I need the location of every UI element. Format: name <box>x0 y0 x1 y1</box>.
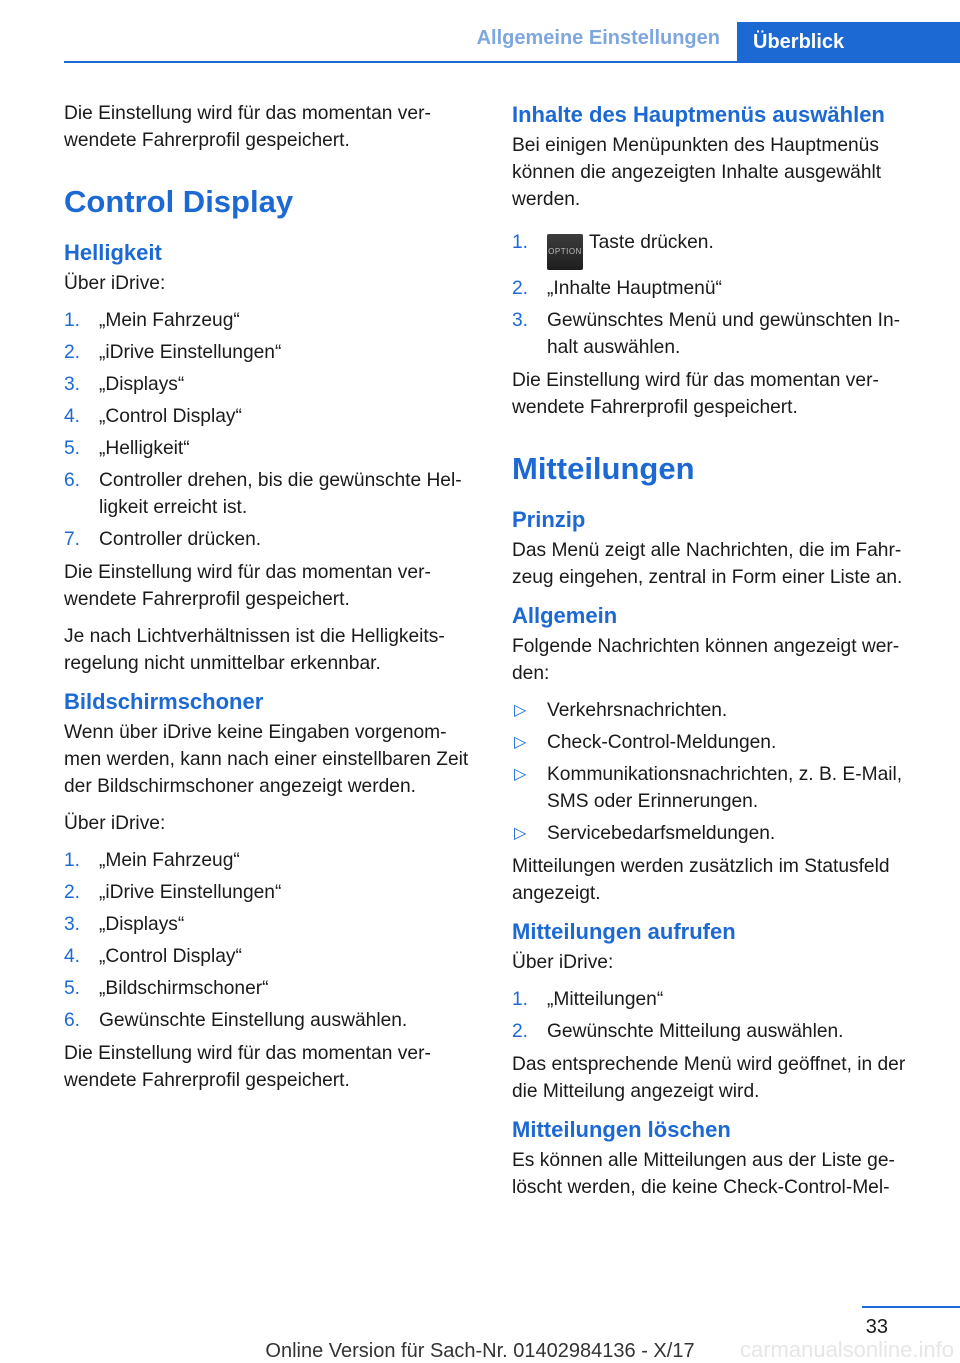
step-text: „Mein Fahrzeug“ <box>99 850 240 871</box>
left-column <box>64 100 484 1104</box>
step-text: „Displays“ <box>99 914 185 935</box>
list-item <box>64 467 484 521</box>
step-text: „iDrive Einstellungen“ <box>99 342 282 363</box>
page-number: 33 <box>865 1316 888 1338</box>
watermark: carmanualsonline.info <box>739 1337 954 1362</box>
step-number: 2. <box>64 342 81 363</box>
list-item <box>512 820 928 847</box>
step-number: 4. <box>64 946 81 967</box>
schoner-description: Wenn über iDrive keine Eingaben vorgenom‐ men werden, kann nach einer einstellbaren Zeit der Bildschirmschoner angezeigt werden. <box>64 722 469 797</box>
list-item <box>64 975 484 1002</box>
aufrufen-note: Das entsprechende Menü wird geöffnet, in der die Mitteilung angezeigt wird. <box>512 1054 906 1102</box>
step-number: 1. <box>512 232 529 253</box>
step-number: 2. <box>512 1021 529 1042</box>
step-number: 1. <box>512 989 529 1010</box>
step-text: „Bildschirmschoner“ <box>99 978 269 999</box>
aufrufen-steps <box>512 986 928 1045</box>
step-number: 6. <box>64 1010 81 1031</box>
step-text: „Control Display“ <box>99 406 242 427</box>
helligkeit-note-1: Die Einstellung wird für das momentan ver‐ wendete Fahrerprofil gespeichert. <box>64 562 431 610</box>
footer-online-version: Online Version für Sach-Nr. 01402984136 - X/17 <box>265 1340 695 1362</box>
schoner-note: Die Einstellung wird für das momentan ver‐ wendete Fahrerprofil gespeichert. <box>64 1043 431 1091</box>
list-item <box>64 1007 484 1034</box>
header-tab: Überblick <box>737 22 960 62</box>
allgemein-note: Mitteilungen werden zusätzlich im Statusfeld angezeigt. <box>512 856 890 904</box>
inhalte-description: Bei einigen Menüpunkten des Hauptmenüs können die angezeigten Inhalte ausgewählt werden. <box>512 135 882 210</box>
list-item <box>64 403 484 430</box>
step-number: 1. <box>64 310 81 331</box>
step-number: 2. <box>512 278 529 299</box>
list-item <box>64 435 484 462</box>
allgemein-description: Folgende Nachrichten können angezeigt wer‐ den: <box>512 636 900 684</box>
list-item <box>64 943 484 970</box>
heading-bildschirmschoner: Bildschirmschoner <box>64 689 264 714</box>
list-item <box>64 371 484 398</box>
list-item <box>512 986 928 1013</box>
schoner-steps <box>64 847 484 1034</box>
heading-mitteilungen-loeschen: Mitteilungen löschen <box>512 1117 731 1142</box>
inhalte-steps <box>512 229 928 361</box>
helligkeit-note-2: Je nach Lichtverhältnissen ist die Helligkeits‐ regelung nicht unmittelbar erkennbar. <box>64 626 445 674</box>
inhalte-note: Die Einstellung wird für das momentan ver‐ wendete Fahrerprofil gespeichert. <box>512 370 879 418</box>
bullet-text: Verkehrsnachrichten. <box>547 700 728 721</box>
step-number: 5. <box>64 438 81 459</box>
list-item <box>64 526 484 553</box>
step-text: Gewünschte Einstellung auswählen. <box>99 1010 408 1031</box>
option-button-icon: OPTION <box>547 234 583 270</box>
step-number: 4. <box>64 406 81 427</box>
list-item <box>64 847 484 874</box>
list-item <box>64 339 484 366</box>
list-item <box>512 307 928 361</box>
list-item <box>512 229 928 270</box>
step-number: 7. <box>64 529 81 550</box>
list-item <box>512 697 928 724</box>
step-text: „Displays“ <box>99 374 185 395</box>
step-number: 3. <box>512 310 529 331</box>
step-number: 5. <box>64 978 81 999</box>
triangle-bullet-icon: ▷ <box>514 702 527 719</box>
bullet-text: Check-Control-Meldungen. <box>547 732 777 753</box>
list-item <box>64 911 484 938</box>
loeschen-description: Es können alle Mitteilungen aus der Liste ge‐ löscht werden, die keine Check-Control-Mel‐ <box>512 1150 895 1198</box>
aufrufen-intro: Über iDrive: <box>512 952 614 973</box>
step-number: 6. <box>64 470 81 491</box>
step-text: „Mitteilungen“ <box>547 989 664 1010</box>
step-number: 2. <box>64 882 81 903</box>
section-title-mitteilungen: Mitteilungen <box>512 451 695 486</box>
allgemein-bullets <box>512 697 928 847</box>
step-text: „Control Display“ <box>99 946 242 967</box>
triangle-bullet-icon: ▷ <box>514 766 527 783</box>
heading-mitteilungen-aufrufen: Mitteilungen aufrufen <box>512 919 736 944</box>
step-text: Controller drücken. <box>99 529 262 550</box>
step-text: „iDrive Einstellungen“ <box>99 882 282 903</box>
step-text: Gewünschte Mitteilung auswählen. <box>547 1021 844 1042</box>
list-item <box>64 879 484 906</box>
list-item <box>64 307 484 334</box>
step-number: 3. <box>64 914 81 935</box>
step-number: 3. <box>64 374 81 395</box>
step-text: „Mein Fahrzeug“ <box>99 310 240 331</box>
heading-allgemein: Allgemein <box>512 603 618 628</box>
prinzip-description: Das Menü zeigt alle Nachrichten, die im Fahr‐ zeug eingehen, zentral in Form einer Liste an. <box>512 540 903 588</box>
list-item <box>512 1018 928 1045</box>
intro-paragraph: Die Einstellung wird für das momentan ver‐ wendete Fahrerprofil gespeichert. <box>64 103 431 151</box>
step-text: „Helligkeit“ <box>99 438 190 459</box>
helligkeit-intro: Über iDrive: <box>64 273 166 294</box>
helligkeit-steps <box>64 307 484 553</box>
header-rule <box>64 61 960 63</box>
right-column <box>512 100 928 1211</box>
step-text: Controller drehen, bis die gewünschte Hel‐ ligkeit erreicht ist. <box>99 470 462 518</box>
step-text: Taste drücken. <box>589 232 714 253</box>
header-section-title: Allgemeine Einstellungen <box>476 27 720 49</box>
footer-rule <box>862 1306 960 1308</box>
step-text: „Inhalte Hauptmenü“ <box>547 278 722 299</box>
bullet-text: Kommunikationsnachrichten, z. B. E-Mail, SMS oder Erinnerungen. <box>547 764 903 812</box>
triangle-bullet-icon: ▷ <box>514 825 527 842</box>
heading-helligkeit: Helligkeit <box>64 240 162 265</box>
bullet-text: Servicebedarfsmeldungen. <box>547 823 776 844</box>
step-text: Gewünschtes Menü und gewünschten In‐ halt auswählen. <box>547 310 901 358</box>
schoner-intro: Über iDrive: <box>64 813 166 834</box>
triangle-bullet-icon: ▷ <box>514 734 527 751</box>
list-item <box>512 275 928 302</box>
list-item <box>512 729 928 756</box>
section-title-control-display: Control Display <box>64 184 294 219</box>
heading-prinzip: Prinzip <box>512 507 586 532</box>
step-number: 1. <box>64 850 81 871</box>
list-item <box>512 761 928 815</box>
page-header <box>0 0 960 62</box>
heading-inhalte-hauptmenue: Inhalte des Hauptmenüs auswählen <box>512 102 885 127</box>
